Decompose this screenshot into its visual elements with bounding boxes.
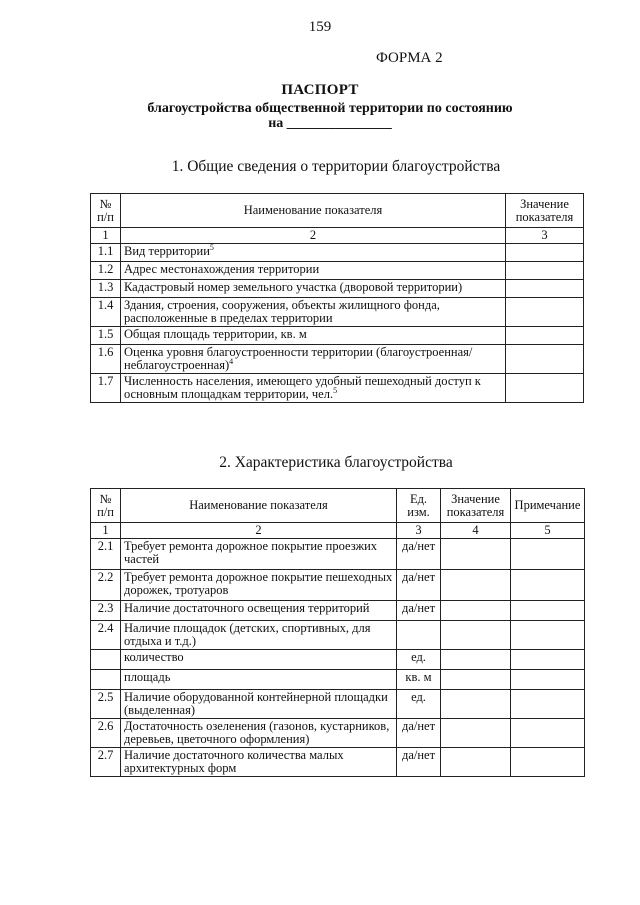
indicator-value[interactable] [506, 262, 584, 280]
unit-cell: да/нет [397, 570, 441, 601]
unit-cell: да/нет [397, 748, 441, 777]
col-header-value: Значение показателя [506, 194, 584, 228]
table-row [91, 244, 584, 262]
indicator-name: Требует ремонта дорожное покрытие проезжих частей [121, 539, 397, 570]
remark-cell[interactable] [511, 650, 585, 670]
row-number [91, 650, 121, 670]
row-number: 2.6 [91, 719, 121, 748]
row-number: 1.1 [91, 244, 121, 262]
unit-cell: да/нет [397, 539, 441, 570]
value-cell[interactable] [441, 690, 511, 719]
document-subtitle [0, 101, 640, 131]
indicator-name [121, 345, 506, 374]
indicator-value[interactable] [506, 298, 584, 327]
indicator-name [121, 298, 506, 327]
col-header-num: № п/п [91, 489, 121, 523]
value-cell[interactable] [441, 601, 511, 621]
value-cell[interactable] [441, 539, 511, 570]
form-label: ФОРМА 2 [376, 50, 443, 66]
value-cell[interactable] [441, 748, 511, 777]
indicator-name: Достаточность озеленения (газонов, кустарников, деревьев, цветочного оформления) [121, 719, 397, 748]
remark-cell[interactable] [511, 570, 585, 601]
indicator-value[interactable] [506, 327, 584, 345]
index-cell: 3 [506, 228, 584, 244]
unit-cell [397, 621, 441, 650]
unit-cell: да/нет [397, 719, 441, 748]
indicator-name: Наличие оборудованной контейнерной площадки (выделенная) [121, 690, 397, 719]
table-row [91, 719, 585, 748]
indicator-name: Наличие достаточного количества малых архитектурных форм [121, 748, 397, 777]
row-number: 1.3 [91, 280, 121, 298]
value-cell[interactable] [441, 570, 511, 601]
footnote-ref: 5 [333, 385, 338, 395]
col-header-unit: Ед. изм. [397, 489, 441, 523]
remark-cell[interactable] [511, 690, 585, 719]
indicator-name [121, 244, 506, 262]
unit-cell: ед. [397, 650, 441, 670]
value-cell[interactable] [441, 670, 511, 690]
indicator-value[interactable] [506, 280, 584, 298]
footnote-ref: 4 [229, 356, 234, 366]
table-row [91, 280, 584, 298]
row-number: 1.4 [91, 298, 121, 327]
indicator-name-text: Общая площадь территории, кв. м [124, 327, 307, 341]
table-row [91, 345, 584, 374]
row-number: 2.3 [91, 601, 121, 621]
remark-cell[interactable] [511, 601, 585, 621]
document-title: ПАСПОРТ [281, 82, 359, 98]
unit-cell: да/нет [397, 601, 441, 621]
remark-cell[interactable] [511, 748, 585, 777]
indicator-name [121, 374, 506, 403]
characteristics-table [90, 488, 585, 777]
unit-cell: ед. [397, 690, 441, 719]
table-row [91, 374, 584, 403]
row-number: 1.2 [91, 262, 121, 280]
col-header-name: Наименование показателя [121, 194, 506, 228]
page-number: 159 [308, 19, 332, 35]
col-header-num: № п/п [91, 194, 121, 228]
indicator-name: Наличие достаточного освещения территорий [121, 601, 397, 621]
indicator-name [121, 280, 506, 298]
row-number: 1.5 [91, 327, 121, 345]
row-number: 2.7 [91, 748, 121, 777]
indicator-name: Наличие площадок (детских, спортивных, для отдыха и т.д.) [121, 621, 397, 650]
row-number: 2.1 [91, 539, 121, 570]
table-row [91, 601, 585, 621]
index-row [91, 523, 585, 539]
row-number [91, 670, 121, 690]
indicator-name-text: Оценка уровня благоустроенности территории (благоустроенная/неблагоустроенная) [124, 345, 473, 372]
indicator-name: количество [121, 650, 397, 670]
row-number: 1.6 [91, 345, 121, 374]
indicator-value[interactable] [506, 374, 584, 403]
indicator-name [121, 262, 506, 280]
value-cell[interactable] [441, 621, 511, 650]
indicator-name-text: Численность населения, имеющего удобный пешеходный доступ к основным площадкам территории, чел. [124, 374, 481, 401]
general-info-table [90, 193, 584, 403]
col-header-name: Наименование показателя [121, 489, 397, 523]
table-row [91, 539, 585, 570]
unit-cell: кв. м [397, 670, 441, 690]
indicator-name-text: Здания, строения, сооружения, объекты жилищного фонда, расположенные в пределах территории [124, 298, 440, 325]
section-2-heading: 2. Характеристика благоустройства [219, 454, 453, 471]
index-cell: 5 [511, 523, 585, 539]
indicator-name [121, 327, 506, 345]
index-cell: 2 [121, 523, 397, 539]
table-row [91, 748, 585, 777]
subtitle-line-2: на _______________ [268, 116, 392, 131]
remark-cell[interactable] [511, 621, 585, 650]
table-row [91, 650, 585, 670]
indicator-name: площадь [121, 670, 397, 690]
value-cell[interactable] [441, 719, 511, 748]
indicator-value[interactable] [506, 345, 584, 374]
index-row [91, 228, 584, 244]
value-cell[interactable] [441, 650, 511, 670]
table-row [91, 298, 584, 327]
index-cell: 1 [91, 523, 121, 539]
row-number: 2.5 [91, 690, 121, 719]
indicator-name: Требует ремонта дорожное покрытие пешеходных дорожек, тротуаров [121, 570, 397, 601]
table-row [91, 621, 585, 650]
row-number: 2.4 [91, 621, 121, 650]
col-header-remark: Примечание [511, 489, 585, 523]
table-row [91, 670, 585, 690]
indicator-name-text: Вид территории [124, 244, 210, 258]
index-cell: 2 [121, 228, 506, 244]
index-cell: 3 [397, 523, 441, 539]
indicator-value[interactable] [506, 244, 584, 262]
table-row [91, 262, 584, 280]
row-number: 2.2 [91, 570, 121, 601]
indicator-name-text: Кадастровый номер земельного участка (дворовой территории) [124, 280, 463, 294]
footnote-ref: 5 [209, 242, 214, 252]
section-1-heading: 1. Общие сведения о территории благоустройства [171, 158, 501, 175]
table-row [91, 690, 585, 719]
row-number: 1.7 [91, 374, 121, 403]
col-header-value: Значение показателя [441, 489, 511, 523]
remark-cell[interactable] [511, 719, 585, 748]
indicator-name-text: Адрес местонахождения территории [124, 262, 320, 276]
index-cell: 4 [441, 523, 511, 539]
index-cell: 1 [91, 228, 121, 244]
remark-cell[interactable] [511, 539, 585, 570]
table-row [91, 570, 585, 601]
table-row [91, 327, 584, 345]
subtitle-line-1: благоустройства общественной территории по состоянию [147, 101, 513, 116]
remark-cell[interactable] [511, 670, 585, 690]
